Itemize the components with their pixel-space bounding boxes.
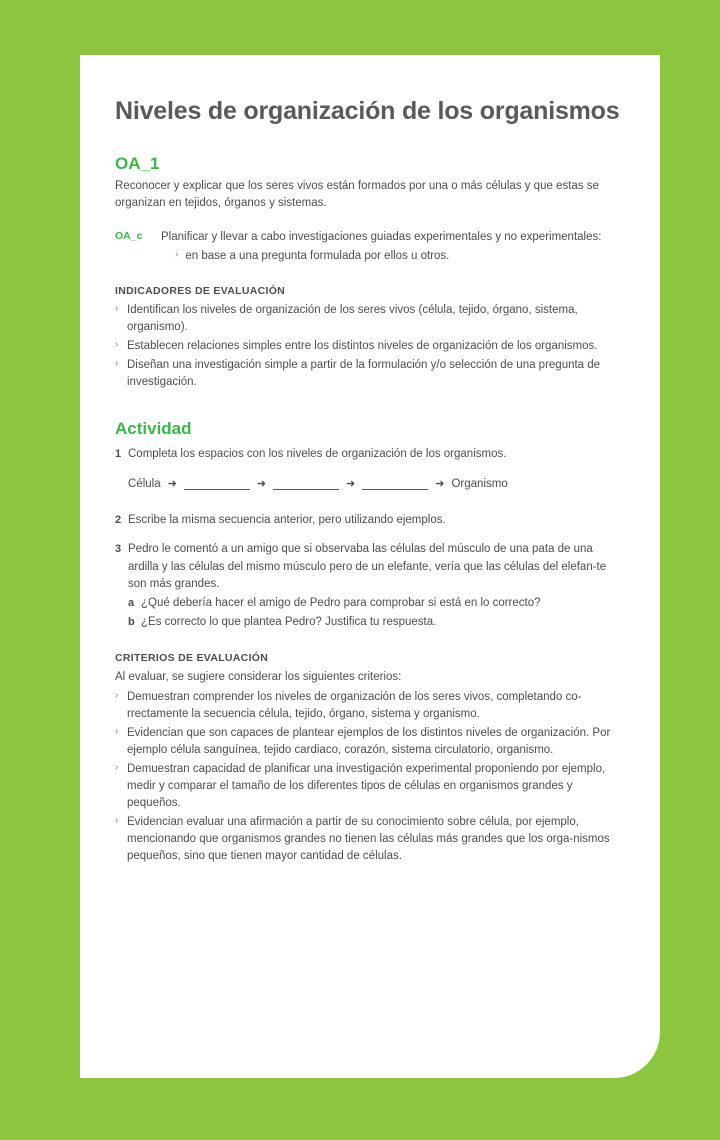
- sequence-blank-3[interactable]: [362, 478, 428, 490]
- criteria-heading: CRITERIOS DE EVALUACIÓN: [115, 651, 269, 664]
- oa-c-subitem: [161, 248, 625, 265]
- chevron-right-icon: ›: [115, 761, 119, 773]
- chevron-right-icon: ›: [115, 689, 119, 701]
- chevron-right-icon: ›: [115, 338, 119, 350]
- list-item-text: Demuestran comprender los niveles de organización de los seres vivos, completando co-rrectamente la secuencia célula, tejido, órgano, sistema y organismo.: [127, 690, 582, 720]
- activity-heading: Actividad: [115, 418, 192, 438]
- subitem-text: ¿Es correcto lo que plantea Pedro? Justifica tu respuesta.: [141, 616, 437, 629]
- chevron-right-icon: ›: [115, 302, 119, 314]
- chevron-right-icon: ›: [115, 815, 119, 827]
- chevron-right-icon: ›: [115, 725, 119, 737]
- step-number: 1: [115, 447, 122, 460]
- subitem-text: ¿Qué debería hacer el amigo de Pedro para comprobar si está en lo correcto?: [141, 597, 541, 610]
- list-item: [115, 357, 625, 391]
- list-item-text: Evidencian evaluar una afirmación a partir de su conocimiento sobre célula, por ejemplo, mencionando que organismos grandes no tienen las células más grandes que los orga-nismos pequeños, sino que tienen mayor cantidad de células.: [127, 816, 610, 863]
- arrow-right-icon: ➜: [167, 478, 177, 491]
- activity-steps: [115, 446, 625, 463]
- step-body: [128, 541, 625, 631]
- list-item-text: Establecen relaciones simples entre los distintos niveles de organización de los organismos.: [127, 339, 598, 352]
- subitem-letter: b: [128, 616, 135, 629]
- activity-step-1: [115, 446, 625, 463]
- activity-step-3: [115, 541, 625, 631]
- criteria-intro: Al evaluar, se sugiere considerar los siguientes criterios:: [115, 670, 402, 683]
- oa-c-label: OA_c: [115, 229, 143, 242]
- step-number: 2: [115, 514, 122, 527]
- oa-code: OA_1: [115, 154, 160, 173]
- chevron-right-icon: ›: [115, 357, 119, 369]
- oa-c-text: Planificar y llevar a cabo investigaciones guiadas experimentales y no experimentales:: [161, 230, 602, 243]
- indicators-heading: INDICADORES DE EVALUACIÓN: [115, 284, 286, 297]
- criteria-list: [115, 689, 625, 865]
- step-subitem-b: [128, 614, 625, 631]
- step-number: 3: [115, 543, 122, 556]
- chevron-right-icon: ›: [175, 249, 179, 261]
- arrow-right-icon: ➜: [256, 478, 267, 491]
- step-text: Escribe la misma secuencia anterior, pero utilizando ejemplos.: [128, 514, 446, 527]
- list-item-text: Evidencian que son capaces de plantear ejemplos de los distintos niveles de organización. Por ejemplo célula sanguínea, tejido cardiaco, corazón, sistema circulatorio, organismo.: [127, 726, 611, 756]
- sequence-fill-in: [128, 477, 625, 490]
- oa-description: Reconocer y explicar que los seres vivos están formados por una o más células y que estas se organizan en tejidos, órganos y sistemas.: [115, 180, 599, 210]
- subitem-letter: a: [128, 597, 135, 610]
- list-item: [115, 725, 625, 759]
- list-item-text: Diseñan una investigación simple a partir de la formulación y/o selección de una pregunta de investigación.: [127, 358, 601, 388]
- list-item: [115, 761, 625, 812]
- arrow-right-icon: ➜: [346, 478, 356, 491]
- document-page: [80, 55, 660, 1078]
- step-text: Pedro le comentó a un amigo que si observaba las células del músculo de una pata de una ardilla y las células del mismo músculo pero de un elefante, vería que las células del elefan-te son más grandes.: [128, 543, 607, 590]
- activity-step-2: [115, 512, 625, 529]
- list-item: [115, 689, 625, 723]
- page-title: Niveles de organización de los organismos: [115, 97, 620, 125]
- step-text: Completa los espacios con los niveles de organización de los organismos.: [128, 447, 507, 460]
- oa-c-block: [115, 229, 625, 265]
- list-item-text: Demuestran capacidad de planificar una investigación experimental proponiendo por ejemplo, medir y comparar el tamaño de los diferentes tipos de células en organismos grandes y pequeños.: [127, 762, 606, 810]
- sequence-end-label: Organismo: [451, 477, 508, 490]
- list-item: [115, 302, 625, 336]
- indicators-list: [115, 302, 625, 391]
- sequence-start-label: Célula: [128, 477, 161, 490]
- arrow-right-icon: ➜: [435, 478, 445, 491]
- list-item: [115, 814, 625, 865]
- oa-c-subitem-text: en base a una pregunta formulada por ellos u otros.: [185, 250, 450, 263]
- step-subitem-a: [128, 595, 625, 612]
- list-item-text: Identifican los niveles de organización de los seres vivos (célula, tejido, órgano, sistema, organismo).: [127, 303, 578, 333]
- step-subitems: [128, 595, 625, 632]
- sequence-blank-1[interactable]: [184, 478, 250, 490]
- oa-c-text-group: [161, 229, 625, 265]
- list-item: [115, 338, 625, 355]
- activity-steps-continued: [115, 512, 625, 632]
- sequence-blank-2[interactable]: [273, 478, 339, 490]
